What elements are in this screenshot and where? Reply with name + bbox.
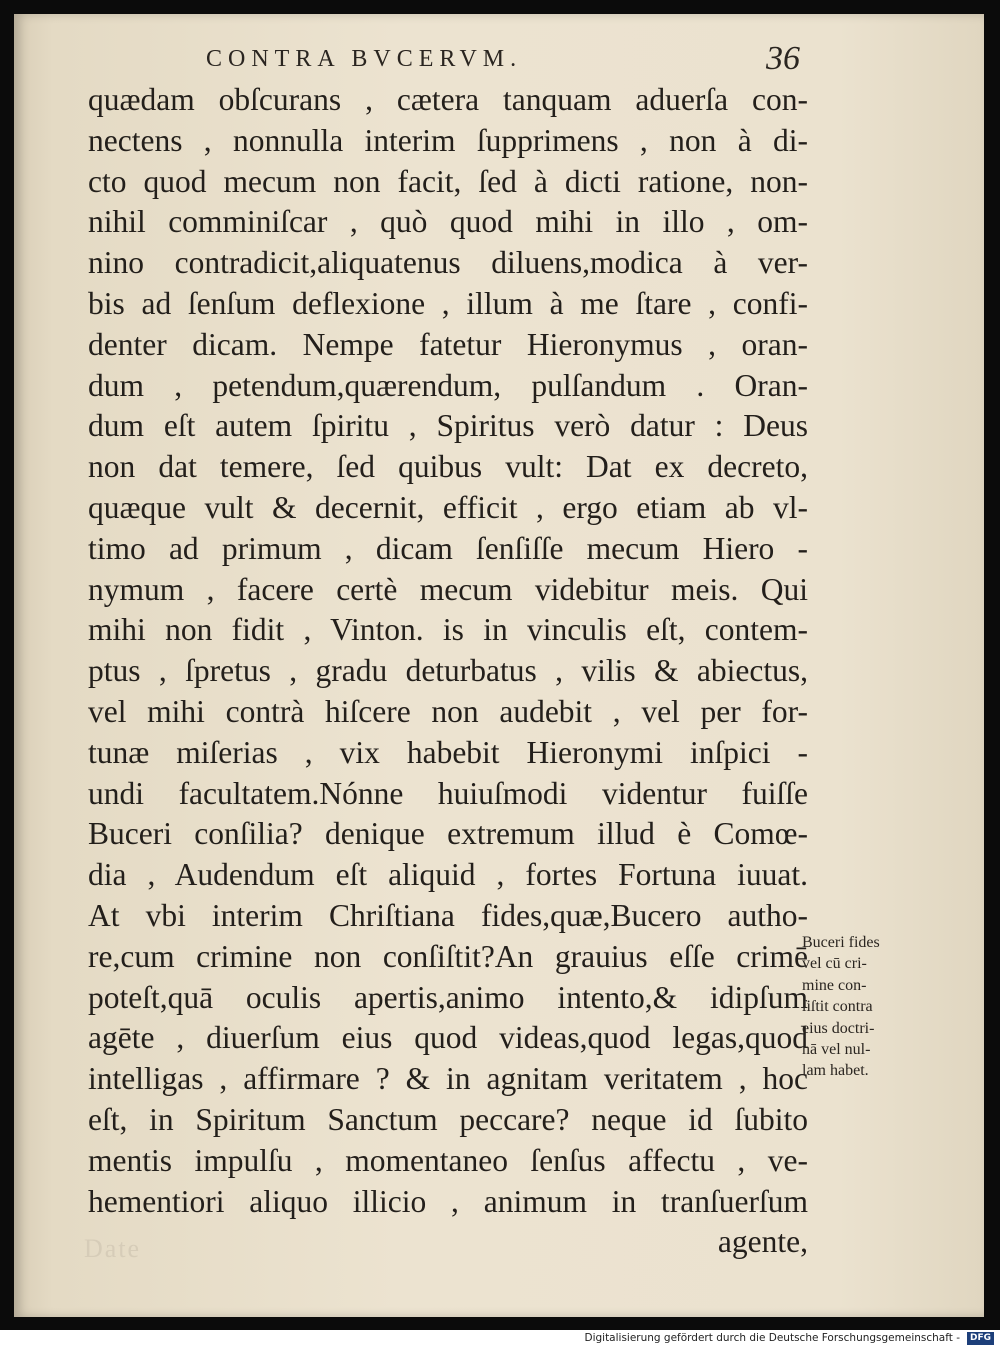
book-page bbox=[14, 14, 984, 1317]
text-line: nihil comminiſcar , quò quod mihi in illo , om- bbox=[88, 204, 808, 240]
text-line: tunæ miſerias , vix habebit Hieronymi inſpici - bbox=[88, 734, 808, 770]
catchword: agente, bbox=[717, 1224, 808, 1260]
text-line: dum eſt autem ſpiritu , Spiritus verò datur : Deus bbox=[88, 408, 808, 444]
text-line: undi facultatem.Nónne huiuſmodi videntur fuiſſe bbox=[88, 775, 808, 811]
text-line: denter dicam. Nempe fatetur Hieronymus , oran- bbox=[88, 326, 808, 362]
marginal-line: nā vel nul- bbox=[802, 1040, 871, 1058]
text-line: non dat temere, ſed quibus vult: Dat ex decreto, bbox=[88, 449, 808, 485]
text-line: dum , petendum,quærendum, pulſandum . Oran- bbox=[88, 367, 808, 403]
text-line: cto quod mecum non facit, ſed à dicti ratione, non- bbox=[88, 163, 808, 199]
marginal-note bbox=[802, 932, 927, 1082]
text-line: poteſt,quā oculis apertis,animo intento,& idipſum bbox=[88, 979, 808, 1015]
text-line: hementiori aliquo illicio , animum in tranſuerſum bbox=[88, 1183, 808, 1219]
text-line: quædam obſcurans , cætera tanquam aduerſa con- bbox=[88, 82, 808, 117]
dfg-logo: DFG bbox=[967, 1332, 994, 1345]
text-line: nectens , nonnulla interim ſupprimens , non à di- bbox=[88, 122, 808, 158]
text-line: nino contradicit,aliquatenus diluens,modica à ver- bbox=[88, 245, 808, 281]
text-line: At vbi interim Chriſtiana fides,quæ,Bucero autho- bbox=[88, 897, 808, 933]
marginal-line: vel cū cri- bbox=[802, 955, 867, 973]
page-number: 36 bbox=[766, 40, 800, 77]
text-line: ptus , ſpretus , gradu deturbatus , vilis & abiectus, bbox=[88, 653, 808, 689]
body-text bbox=[88, 80, 808, 1263]
marginal-line: lam habet. bbox=[802, 1062, 869, 1080]
text-line: re,cum crimine non conſiſtit?An grauius eſſe crimē bbox=[88, 938, 808, 974]
text-line: intelligas , affirmare ? & in agnitam veritatem , hoc bbox=[88, 1061, 808, 1097]
text-line: vel mihi contrà hiſcere non audebit , vel per for- bbox=[88, 693, 808, 729]
text-line: bis ad ſenſum deflexione , illum à me ſtare , confi- bbox=[88, 285, 808, 321]
footer-bar bbox=[0, 1330, 1000, 1349]
text-line: eſt, in Spiritum Sanctum peccare? neque id ſubito bbox=[88, 1101, 808, 1137]
marginal-line: Buceri fides bbox=[802, 934, 880, 951]
running-title: CONTRA BVCERVM. bbox=[206, 46, 523, 72]
text-line: timo ad primum , dicam ſenſiſſe mecum Hiero - bbox=[88, 530, 808, 566]
text-line: dia , Audendum eſt aliquid , fortes Fortuna iuuat. bbox=[88, 857, 808, 893]
marginal-line: ſiſtit contra bbox=[802, 998, 873, 1016]
text-line: mentis impulſu , momentaneo ſenſus affectu , ve- bbox=[88, 1142, 808, 1178]
text-line: Buceri conſilia? denique extremum illud è Comœ- bbox=[88, 816, 808, 852]
running-head bbox=[14, 40, 984, 84]
show-through-text: Date bbox=[84, 1234, 142, 1263]
text-line: mihi non fidit , Vinton. is in vinculis eſt, contem- bbox=[88, 612, 808, 648]
text-line: quæque vult & decernit, efficit , ergo etiam ab vl- bbox=[88, 489, 808, 525]
marginal-line: eius doctri- bbox=[802, 1019, 875, 1037]
marginal-line: mine con- bbox=[802, 976, 867, 994]
funding-credit: Digitalisierung gefördert durch die Deutsche Forschungsgemeinschaft - bbox=[584, 1332, 960, 1344]
text-line: agēte , diuerſum eius quod videas,quod legas,quod bbox=[88, 1020, 808, 1056]
text-line: nymum , facere certè mecum videbitur meis. Qui bbox=[88, 571, 808, 607]
